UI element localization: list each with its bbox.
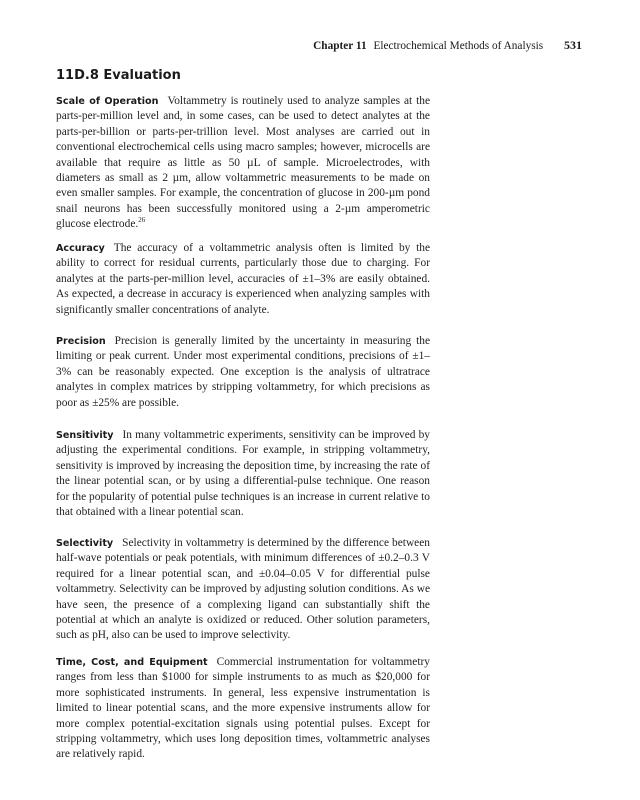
section-heading: 11D.8 Evaluation: [56, 68, 181, 83]
paragraph-heading: Selectivity: [56, 538, 114, 549]
paragraph-text: The accuracy of a voltammetric analysis often is limited by the ability to correct for residual currents, particularly those due to charging. For analytes at the parts-per-million level, accuracies of ±1–3% are easily obtained. As expected, a decrease in accuracy is experienced when analyzing samples with significantly smaller concentrations of analyte.: [56, 242, 430, 316]
paragraph-text: Voltammetry is routinely used to analyze samples at the parts-per-million level and, in some cases, can be used to detect analytes at the parts-per-billion or parts-per-trillion level. Most analyses are carried out in conventional electrochemical cells using macro samples; however, microcells are available that require as little as 50 µL of sample. Microelectrodes, with diameters as small as 2 µm, allow voltammetric measurements to be made on even smaller samples. For example, the concentration of glucose in 200-µm pond snail neurons has been successfully monitored using a 2-µm amperometric glucose electrode.: [56, 95, 430, 231]
paragraph-heading: Sensitivity: [56, 430, 114, 441]
paragraph-accuracy: [56, 241, 430, 318]
chapter-title: Electrochemical Methods of Analysis: [373, 40, 544, 52]
footnote-reference: 26: [138, 216, 146, 225]
paragraph-text: Commercial instrumentation for voltammetry ranges from less than $1000 for simple instruments to as much as $20,000 for more sophisticated instruments. In general, less expensive instrumentation is limited to linear potential scans, and the more expensive instruments allow for more complex potential-excitation signals using potential pulses. Except for stripping voltammetry, which uses long deposition times, voltammetric analyses are relatively rapid.: [56, 656, 430, 761]
paragraph-text: In many voltammetric experiments, sensitivity can be improved by adjusting the experimental conditions. For example, in stripping voltammetry, sensitivity is improved by increasing the deposition time, by increasing the rate of the linear potential scan, or by using a differential-pulse technique. One reason for the popularity of potential pulse techniques is an increase in current relative to that obtained with a linear potential scan.: [56, 429, 430, 519]
paragraph-text: Precision is generally limited by the uncertainty in measuring the limiting or peak current. Under most experimental conditions, precisions of ±1–3% can be reasonably expected. One exception is the analysis of ultratrace analytes in complex matrices by stripping voltammetry, for which precisions as poor as ±25% are possible.: [56, 335, 430, 409]
chapter-label: Chapter 11: [313, 40, 367, 52]
paragraph-precision: [56, 334, 430, 411]
paragraph-heading: Accuracy: [56, 243, 105, 254]
paragraph-heading: Scale of Operation: [56, 96, 159, 107]
paragraph-scale-of-operation: [56, 94, 430, 233]
paragraph-heading: Time, Cost, and Equipment: [56, 657, 208, 668]
paragraph-heading: Precision: [56, 336, 106, 347]
paragraph-sensitivity: [56, 428, 430, 520]
running-header: [62, 38, 582, 53]
paragraph-selectivity: [56, 536, 430, 644]
paragraph-text: Selectivity in voltammetry is determined by the difference between half-wave potentials or peak potentials, with minimum differences of ±0.2–0.3 V required for a linear potential scan, and ±0.04–0.05 V for differential pulse voltammetry. Selectivity can be improved by adjusting solution conditions. As we have seen, the presence of a complexing ligand can substantially shift the potential at which an analyte is oxidized or reduced. Other solution parameters, such as pH, also can be used to improve selectivity.: [56, 537, 430, 642]
page-number: 531: [564, 38, 582, 52]
paragraph-time-cost-equipment: [56, 655, 430, 763]
